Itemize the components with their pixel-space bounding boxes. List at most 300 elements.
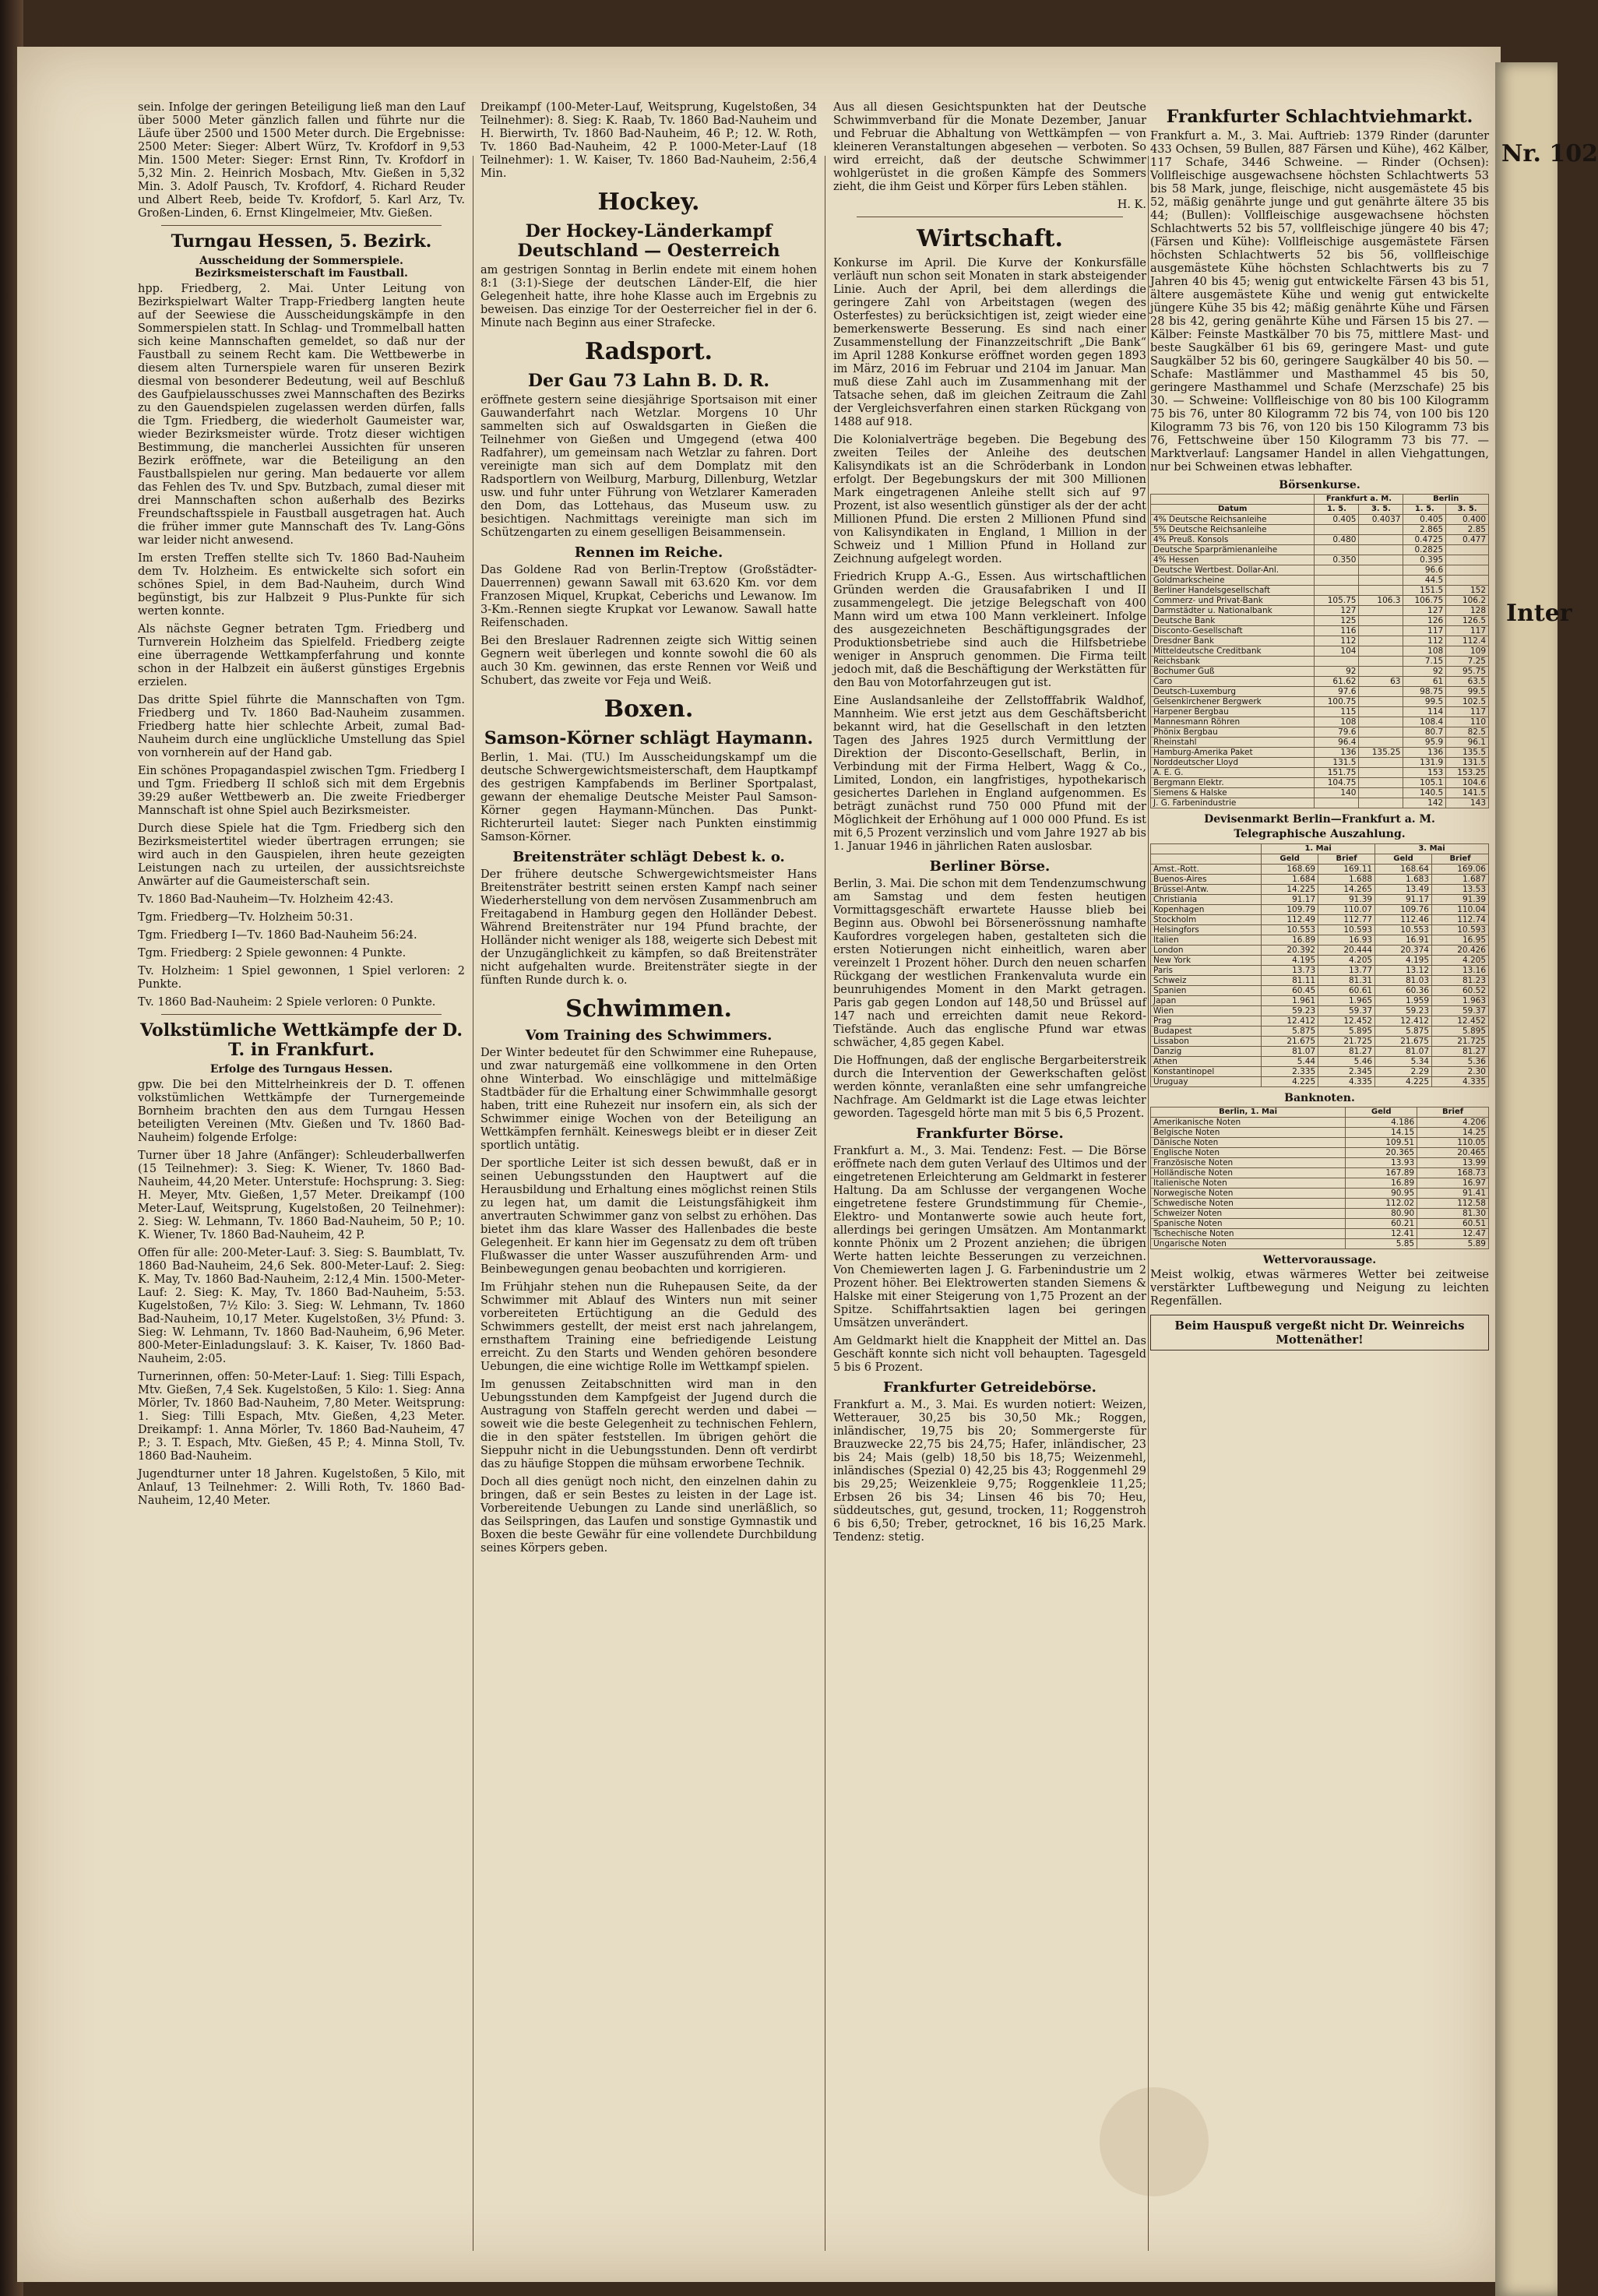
table-cell: Schweizer Noten — [1151, 1209, 1346, 1219]
table-cell: 125 — [1315, 616, 1359, 626]
stock-row — [1151, 717, 1489, 727]
table-cell — [1446, 555, 1489, 565]
paragraph: Frankfurt a. M., 3. Mai. Tendenz: Fest. — Die Börse eröffnete nach dem guten Verlauf des Ultimos und der eingetretenen Erleichterung am Geldmarkt in festerer Haltung. Da am Schlusse der vergangenen Woche eingetretene festere Grundstimmung für Chemie-, Elektro- und Montanwerte sowie auch heute fort, allerdings bei geringen Umsätzen. Am Montanmarkt konnte Phönix um 2 Prozent anziehen; die übrigen Werte hatten leichte Besserungen zu verzeichnen. Von Chemiewerten lagen J. G. Farbenindustrie um 2 Prozent höher. Bei Elektrowerten standen Siemens & Halske mit einer Steigerung von 1,75 Prozent an der Spitze. Schiffahrtsaktien lagen bei geringen Umsätzen unverändert. — [833, 1145, 1146, 1329]
table-cell — [1359, 626, 1403, 636]
paragraph: Bei den Breslauer Radrennen zeigte sich Wittig seinen Gegnern weit überlegen und konnte sowohl die 60 als auch 30 Km. gewinnen, das erste Rennen vor Weiß und Schubert, das zweite vor Feja und Weiß. — [480, 635, 817, 687]
table-cell: Dänische Noten — [1151, 1138, 1346, 1148]
table-cell: 5.44 — [1262, 1057, 1318, 1067]
table-header: Geld — [1346, 1108, 1417, 1118]
table-cell: 96.4 — [1315, 738, 1359, 748]
stock-row — [1151, 616, 1489, 626]
table-cell: 1.961 — [1262, 996, 1318, 1006]
table-cell: Deutsche Wertbest. Dollar-Anl. — [1151, 565, 1315, 576]
table-cell: 10.593 — [1318, 925, 1375, 935]
table-cell: 1.959 — [1375, 996, 1432, 1006]
table-cell: 5.89 — [1417, 1239, 1489, 1249]
table-cell: 98.75 — [1403, 687, 1446, 697]
table-cell: 109 — [1446, 646, 1489, 657]
currency-row — [1151, 966, 1489, 976]
table-cell: Kopenhagen — [1151, 905, 1262, 915]
table-cell: 14.225 — [1262, 885, 1318, 895]
paragraph: Berlin, 3. Mai. Die schon mit dem Tendenzumschwung am Samstag und dem festen heutigen Vormittagsgeschäft erwartete Hausse blieb bei Beginn aus. Obwohl bei Börsenerössnung namhafte Kaufordres vorgelegen haben, gestalteten sich die ersten Notierungen nicht einheitlich, waren aber vereinzelt 1 Prozent höher. Durch den neuen scharfen Rückgang der westlichen Frankenvaluta wurde ein beunruhigendes Moment in den Markt getragen. Paris gab gegen London auf 148,50 und Brüssel auf 147 nach und erreichten damit neue Rekord-Tiefstände. Auch das englische Pfund war etwas schwächer, 4,85 gegen Kabel. — [833, 878, 1146, 1049]
table-cell: 20.426 — [1432, 946, 1489, 956]
table-cell: 0.2825 — [1403, 545, 1446, 555]
table-cell: 109.51 — [1346, 1138, 1417, 1148]
paragraph: hpp. Friedberg, 2. Mai. Unter Leitung von Bezirkspielwart Walter Trapp-Friedberg langten heute auf der Seewiese die Ausscheidungskämpfe in den Sommerspielen statt. In Schlag- und Trommelball hatten sich keine Mannschaften gemeldet, so daß nur der Faustball zu seinem Recht kam. Die Wettbewerbe in diesem alten Turnerspiele waren für unseren Bezirk diesmal von besonderer Bedeutung, weil auf Beschluß des Gaufpielausschusses zwei Mannschaften des Bezirks zu den Gauendspielen zugelassen werden dürfen, falls die Tgm. Friedberg, die wiederholt Gaumeister war, wieder Bezirksmeister würde. Trotz dieser wichtigen Bestimmung, die mancherlei Aussichten für unseren Bezirk eröffnete, war die Beteiligung an den Faustballspielen nur gering. Man bedauerte vor allem das Fehlen des Tv. und Spv. Butzbach, zumal dieser mit drei Mannschaften schon außerhalb des Bezirks Freundschaftsspiele in Faustball ausgetragen hat. Auch die früher immer gute Mannschaft des Tv. Lang-Göns war leider nicht anwesend. — [138, 283, 465, 547]
table-cell: Athen — [1151, 1057, 1262, 1067]
table-cell: 109.79 — [1262, 905, 1318, 915]
table-cell: 112.02 — [1346, 1199, 1417, 1209]
paragraph: Der sportliche Leiter ist sich dessen bewußt, daß er in seinen Uebungsstunden den Hauptwert auf die Herausbildung und Erhaltung eines möglichst reinen Stils zu legen hat, um damit die Leistungsfähigkeit ihm anvertrauten Schwimmer ganz von selbst zu erhöhen. Das bietet ihm das klare Wasser des Hallenbades die beste Gelegenheit. Er kann hier im Gegensatz zu dem oft trüben Flußwasser die unter Wasser auszuführenden Arm- und Beinbewegungen genau beobachten und korrigieren. — [480, 1157, 817, 1276]
table-cell — [1359, 576, 1403, 586]
table-cell: 20.374 — [1375, 946, 1432, 956]
table-cell: 168.73 — [1417, 1168, 1489, 1178]
table-cell: Danzig — [1151, 1047, 1262, 1057]
currency-row — [1151, 875, 1489, 885]
table-cell: Ungarische Noten — [1151, 1239, 1346, 1249]
result-line: Tv. 1860 Bad-Nauheim—Tv. Holzheim 42:43. — [138, 893, 394, 906]
table-cell: 151.75 — [1315, 768, 1359, 778]
paragraph: Die Kolonialverträge begeben. Die Begebung des zweiten Teiles der Anleihe des deutschen Kalisyndikats ist an die Schröderbank in London erfolgt. Der Begebungskurs der mit 300 Millionen Mark eingetragenen Anleihe stellt sich auf 97 Prozent, ist also wesentlich günstiger als der der acht Millionen Pfund. Die ersten 2 Millionen Pfund sind von Kalisyndikaten in England, 1 Million in der Schweiz und 1 Million Pfund in Holland zur Zeichnung aufgelegt worden. — [833, 434, 1146, 565]
table-cell: 106.75 — [1403, 596, 1446, 606]
table-cell: 81.27 — [1318, 1047, 1375, 1057]
table-cell: Amerikanische Noten — [1151, 1118, 1346, 1128]
table-cell: 5.36 — [1432, 1057, 1489, 1067]
table-cell — [1359, 667, 1403, 677]
table-cell: Amst.-Rott. — [1151, 865, 1262, 875]
stock-row — [1151, 525, 1489, 535]
table-cell: Phönix Bergbau — [1151, 727, 1315, 738]
table-cell: 0.350 — [1315, 555, 1359, 565]
table-cell — [1359, 555, 1403, 565]
paragraph: eröffnete gestern seine diesjährige Sportsaison mit einer Gauwanderfahrt nach Wetzlar. Morgens 10 Uhr sammelten sich auf Oswaldsgarten in Gießen die Teilnehmer von Gießen und Umgegend (etwa 400 Radfahrer), um gemeinsam nach Wetzlar zu fahren. Dort vereinigte man sich auf dem Domplatz mit den Radsportlern von Weilburg, Marburg, Dillenburg, Wetzlar usw. und fuhr unter Führung von Wetzlarer Kameraden den Dom, das Lottehaus, das Museum usw. zu besichtigen. Nachmittags vereinigte man sich im Schützengarten zu einem geselligen Beisammensein. — [480, 394, 817, 539]
table-cell — [1359, 727, 1403, 738]
paragraph: Offen für alle: 200-Meter-Lauf: 3. Sieg: S. Baumblatt, Tv. 1860 Bad-Nauheim, 24,6 Sek. 800-Meter-Lauf: 2. Sieg: K. May, Tv. 1860 Bad-Nauheim, 2:12,4 Min. 1500-Meter-Lauf: 2. Sieg: K. May, Tv. 1860 Bad-Nauheim, 5:53. Kugelstoßen, 7½ Kilo: 3. Sieg: W. Lehmann, Tv. 1860 Bad-Nauheim, 10,17 Meter. Kugelstoßen, 3½ Pfund: 3. Sieg: W. Lehmann, Tv. 1860 Bad-Nauheim, 6,96 Meter. 800-Meter-Einladungslauf: 3. K. Kaiser, Tv. 1860 Bad-Nauheim, 2:05. — [138, 1247, 465, 1365]
table-cell: 4.225 — [1262, 1077, 1318, 1087]
table-cell: Dresdner Bank — [1151, 636, 1315, 646]
stock-row — [1151, 515, 1489, 525]
table-cell: Goldmarkscheine — [1151, 576, 1315, 586]
stock-row — [1151, 646, 1489, 657]
table-cell — [1359, 545, 1403, 555]
stock-row — [1151, 636, 1489, 646]
currency-row — [1151, 935, 1489, 946]
table-cell: 80.7 — [1403, 727, 1446, 738]
table-cell: 4.225 — [1375, 1077, 1432, 1087]
table-cell: Bochumer Guß — [1151, 667, 1315, 677]
table-cell: Darmstädter u. Nationalbank — [1151, 606, 1315, 616]
table-cell: 112 — [1315, 636, 1359, 646]
table-cell: 44.5 — [1403, 576, 1446, 586]
section-wirtschaft: Wirtschaft. — [917, 225, 1063, 252]
table-cell: 135.5 — [1446, 748, 1489, 758]
table-cell: Buenos-Aires — [1151, 875, 1262, 885]
table-cell — [1315, 545, 1359, 555]
table-cell: 14.15 — [1346, 1128, 1417, 1138]
table-cell — [1315, 657, 1359, 667]
stock-row — [1151, 758, 1489, 768]
banknote-row — [1151, 1188, 1489, 1199]
table-cell: 110.04 — [1432, 905, 1489, 915]
table-cell: Lissabon — [1151, 1037, 1262, 1047]
table-cell: 5.895 — [1432, 1027, 1489, 1037]
column-economy — [833, 101, 1146, 2251]
stock-row — [1151, 586, 1489, 596]
table-cell: 169.06 — [1432, 865, 1489, 875]
currency-table-body — [1151, 865, 1489, 1087]
headline-breitenstraeter: Breitensträter schlägt Debest k. o. — [512, 849, 785, 865]
table-cell: Englische Noten — [1151, 1148, 1346, 1158]
table-cell: 1.683 — [1375, 875, 1432, 885]
table-cell: 21.725 — [1432, 1037, 1489, 1047]
table-cell: 108 — [1403, 646, 1446, 657]
table-cell — [1359, 646, 1403, 657]
table-cell: 81.23 — [1432, 976, 1489, 986]
table-cell: 1.688 — [1318, 875, 1375, 885]
currency-row — [1151, 1016, 1489, 1027]
table-cell: 105.1 — [1403, 778, 1446, 788]
headline-wetter: Wettervoraussage. — [1262, 1254, 1377, 1266]
table-cell: 99.5 — [1403, 697, 1446, 707]
table-cell: 21.725 — [1318, 1037, 1375, 1047]
table-cell: 4.206 — [1417, 1118, 1489, 1128]
column-markets — [1150, 101, 1489, 2251]
banknote-row — [1151, 1219, 1489, 1229]
table-cell: 61.62 — [1315, 677, 1359, 687]
table-cell: Budapest — [1151, 1027, 1262, 1037]
table-cell: 127 — [1315, 606, 1359, 616]
currency-row — [1151, 1027, 1489, 1037]
table-cell — [1359, 636, 1403, 646]
table-cell — [1359, 697, 1403, 707]
table-header — [1151, 844, 1262, 854]
table-cell: 4.186 — [1346, 1118, 1417, 1128]
stock-row — [1151, 565, 1489, 576]
paragraph: gpw. Die bei den Mittelrheinkreis der D. T. offenen volkstümlichen Wettkämpfe der Turnergemeinde Bornheim brachten den aus dem Turngau Hessen beteiligten Vereinen (Mtv. Gießen und Tv. 1860 Bad-Nauheim) folgende Erfolge: — [138, 1079, 465, 1144]
currency-row — [1151, 885, 1489, 895]
paragraph: am gestrigen Sonntag in Berlin endete mit einem hohen 8:1 (3:1)-Siege der deutschen Länder-Elf, die hier Gelegenheit hatte, ihre hohe Klasse auch im Ergebnis zu beweisen. Das einzige Tor der Oesterreicher fiel in der 6. Minute nach Beginn aus einer Strafecke. — [480, 264, 817, 329]
stock-row — [1151, 687, 1489, 697]
banknote-row — [1151, 1209, 1489, 1219]
table-cell: Französische Noten — [1151, 1158, 1346, 1168]
table-cell: 5.46 — [1318, 1057, 1375, 1067]
table-cell: 13.12 — [1375, 966, 1432, 976]
stock-row — [1151, 697, 1489, 707]
stock-row — [1151, 555, 1489, 565]
table-header: Berlin, 1. Mai — [1151, 1108, 1346, 1118]
table-cell: Tschechische Noten — [1151, 1229, 1346, 1239]
paragraph: Jugendturner unter 18 Jahren. Kugelstoßen, 5 Kilo, mit Anlauf, 13 Teilnehmer: 2. Willi Roth, Tv. 1860 Bad-Nauheim, 12,40 Meter. — [138, 1468, 465, 1507]
table-cell: 169.11 — [1318, 865, 1375, 875]
table-cell: 12.412 — [1375, 1016, 1432, 1027]
table-header: Geld — [1375, 854, 1432, 865]
table-title-devisen: Devisenmarkt Berlin—Frankfurt a. M. — [1204, 813, 1435, 826]
paragraph: Im ersten Treffen stellte sich Tv. 1860 Bad-Nauheim dem Tv. Holzheim. Es entwickelte sich sofort ein schönes Spiel, in dem Bad-Nauheim, durch Wind begünstigt, bis zur Halbzeit 9 Plus-Punkte für sich werten konnte. — [138, 552, 465, 618]
table-cell — [1359, 586, 1403, 596]
currency-row — [1151, 1037, 1489, 1047]
currency-row — [1151, 996, 1489, 1006]
table-cell: Mannesmann Röhren — [1151, 717, 1315, 727]
banknote-row — [1151, 1148, 1489, 1158]
table-cell: 4% Preuß. Konsols — [1151, 535, 1315, 545]
paragraph: Frankfurt a. M., 3. Mai. Es wurden notiert: Weizen, Wetterauer, 30,25 bis 30,50 Mk.; Roggen, inländischer, 19,75 bis 20; Sommergerste für Brauzwecke 22,75 bis 24,75; Hafer, inländischer, 23 bis 24; Mais (gelb) 18,50 bis 18,75; Weizenmehl, inländisches (Spezial 0) 42,25 bis 43; Roggenmehl 29 bis 29,25; Weizenkleie 9,75; Roggenkleie 11,25; Erbsen 26 bis 34; Linsen 46 bis 70; Heu, süddeutsches, gut, gesund, trocken, 11; Roggenstroh 6 bis 6,50; Treber, getrocknet, 16 bis 16,25 Mark. Tendenz: stetig. — [833, 1399, 1146, 1544]
table-cell: 142 — [1403, 798, 1446, 808]
table-cell: 96.6 — [1403, 565, 1446, 576]
paragraph: Ein schönes Propagandaspiel zwischen Tgm. Friedberg I und Tgm. Friedberg II schloß sich mit dem Ergebnis 39:29 außer Wettbewerb an. Die zweite Friedberger Mannschaft ist ohne Spiel auch Bezirksmeister. — [138, 765, 465, 817]
table-cell: 12.452 — [1318, 1016, 1375, 1027]
table-cell: 110 — [1446, 717, 1489, 727]
table-cell: 151.5 — [1403, 586, 1446, 596]
currency-row — [1151, 895, 1489, 905]
stock-row — [1151, 606, 1489, 616]
headline-hockey: Der Hockey-Länderkampf Deutschland — Oesterreich — [517, 221, 780, 261]
stock-row — [1151, 657, 1489, 667]
table-cell: 12.412 — [1262, 1016, 1318, 1027]
paragraph: Konkurse im April. Die Kurve der Konkursfälle verläuft nun schon seit Monaten in stark absteigender Linie. Auch der April, bei dem allerdings die geringere Zahl von Arbeitstagen (wegen des Osterfestes) zu berücksichtigen ist, zeigt wieder eine bemerkenswerte Besserung. Es sind nach einer Zusammenstellung der Finanzzeitschrift „Die Bank“ im April 1288 Konkurse eröffnet worden gegen 1893 im März, 2016 im Februar und 2104 im Januar. Man muß diese Zahl auch im Zusammenhang mit der Tatsache sehen, daß im gleichen Zeitraum die Zahl der Vergleichsverfahren einen starken Rückgang von 1488 auf 918. — [833, 257, 1146, 428]
table-cell: A. E. G. — [1151, 768, 1315, 778]
table-cell: Deutsche Sparprämienanleihe — [1151, 545, 1315, 555]
table-cell: Reichsbank — [1151, 657, 1315, 667]
table-cell: 104 — [1315, 646, 1359, 657]
table-cell: 92 — [1403, 667, 1446, 677]
stock-row — [1151, 576, 1489, 586]
adjacent-headline: Inter — [1506, 600, 1572, 627]
table-cell: 143 — [1446, 798, 1489, 808]
currency-row — [1151, 946, 1489, 956]
paragraph: Eine Auslandsanleihe der Zellstofffabrik Waldhof, Mannheim. Wie erst jetzt aus dem Geschäftsbericht bekannt wird, hat die Gesellschaft in den letzten Tagen des Jahres 1925 durch Vermittlung der Direktion der Disconto-Gesellschaft, Berlin, in Verbindung mit der Firma Helbert, Wagg & Co., Limited, London, ein langfristiges, hypothekarisch gesichertes Darlehen in England aufgenommen. Es beträgt zunächst rund 750 000 Pfund mit der Möglichkeit der Erhöhung auf 1 000 000 Pfund. Es ist mit 6,5 Prozent verzinslich und vom Jahre 1927 ab bis 1. Januar 1946 in jährlichen Raten auslosbar. — [833, 695, 1146, 853]
headline-getreideboerse: Frankfurter Getreidebörse. — [883, 1379, 1096, 1396]
headline-turngau: Turngau Hessen, 5. Bezirk. — [171, 231, 432, 252]
table-cell: 4.205 — [1432, 956, 1489, 966]
table-cell — [1315, 525, 1359, 535]
table-cell: Schwedische Noten — [1151, 1199, 1346, 1209]
stock-row — [1151, 748, 1489, 758]
table-cell: London — [1151, 946, 1262, 956]
table-cell: 82.5 — [1446, 727, 1489, 738]
table-cell: 20.444 — [1318, 946, 1375, 956]
table-cell: 2.30 — [1432, 1067, 1489, 1077]
subheadline: Ausscheidung der Sommerspiele. Bezirksmeisterschaft im Faustball. — [195, 255, 408, 280]
table-cell: 140 — [1315, 788, 1359, 798]
table-cell: 99.5 — [1446, 687, 1489, 697]
table-cell: 16.89 — [1346, 1178, 1417, 1188]
table-cell: 81.30 — [1417, 1209, 1489, 1219]
table-cell: 16.95 — [1432, 935, 1489, 946]
table-cell: 21.675 — [1262, 1037, 1318, 1047]
table-header: 3. 5. — [1359, 505, 1403, 515]
currency-row — [1151, 1057, 1489, 1067]
table-cell: Belgische Noten — [1151, 1128, 1346, 1138]
stock-row — [1151, 798, 1489, 808]
table-cell: 112.49 — [1262, 915, 1318, 925]
table-cell: 20.465 — [1417, 1148, 1489, 1158]
table-cell — [1446, 565, 1489, 576]
table-cell: 126.5 — [1446, 616, 1489, 626]
table-cell: 81.07 — [1262, 1047, 1318, 1057]
table-header: 3. Mai — [1375, 844, 1489, 854]
table-cell: 0.395 — [1403, 555, 1446, 565]
table-cell: 91.39 — [1432, 895, 1489, 905]
result-line: Tgm. Friedberg: 2 Spiele gewonnen: 4 Punkte. — [138, 947, 407, 960]
currency-row — [1151, 956, 1489, 966]
stock-row — [1151, 778, 1489, 788]
table-cell: 168.64 — [1375, 865, 1432, 875]
table-cell: Siemens & Halske — [1151, 788, 1315, 798]
table-cell: Hamburg-Amerika Paket — [1151, 748, 1315, 758]
table-cell — [1359, 717, 1403, 727]
table-cell — [1359, 535, 1403, 545]
table-cell: 104.75 — [1315, 778, 1359, 788]
table-cell: J. G. Farbenindustrie — [1151, 798, 1315, 808]
paragraph: Im Frühjahr stehen nun die Ruhepausen Seite, da der Schwimmer mit Ablauf des Winters nun mit seiner vorbereiteten Ertüchtigung an die Geduld des Schwimmers gestellt, der meist erst nach jahrelangem, ernsthaftem Training eine befriedigende Leistung erreicht. Zu den Starts und Wenden gehören besondere Uebungen, die eine wichtige Rolle im Wettkampf spielen. — [480, 1281, 817, 1373]
table-cell: 1.684 — [1262, 875, 1318, 885]
result-line: Tv. Holzheim: 1 Spiel gewonnen, 1 Spiel verloren: 2 Punkte. — [138, 965, 465, 991]
paragraph: Der frühere deutsche Schwergewichtsmeister Hans Breitensträter bestritt seinen ersten Kampf nach seiner Wiederherstellung von dem nervösen Zusammenbruch am Freitagabend in Hamburg gegen den Holländer Debest. Während Breitensträter nur 194 Pfund brachte, der Holländer nicht weniger als 188, weigerte sich Debest mit der Unzugänglichkeit zu kämpfen, so daß Breitensträter nicht aufgehalten wurde. Breitensträter siegte in der fünften Runde durch k. o. — [480, 868, 817, 987]
table-cell: 60.61 — [1318, 986, 1375, 996]
table-cell: 13.77 — [1318, 966, 1375, 976]
table-cell: 167.89 — [1346, 1168, 1417, 1178]
table-cell: 136 — [1315, 748, 1359, 758]
table-cell: 102.5 — [1446, 697, 1489, 707]
table-cell: 59.37 — [1432, 1006, 1489, 1016]
table-cell: 13.16 — [1432, 966, 1489, 976]
table-cell: 60.45 — [1262, 986, 1318, 996]
table-cell: 127 — [1403, 606, 1446, 616]
table-cell — [1359, 798, 1403, 808]
headline-training: Vom Training des Schwimmers. — [525, 1027, 773, 1044]
currency-row — [1151, 925, 1489, 935]
table-cell: 135.25 — [1359, 748, 1403, 758]
table-cell: 92 — [1315, 667, 1359, 677]
table-cell: 59.37 — [1318, 1006, 1375, 1016]
table-cell: 112 — [1403, 636, 1446, 646]
stock-row — [1151, 788, 1489, 798]
table-cell — [1359, 565, 1403, 576]
table-cell — [1359, 768, 1403, 778]
stock-row — [1151, 738, 1489, 748]
table-cell: 20.392 — [1262, 946, 1318, 956]
table-cell: 4.195 — [1262, 956, 1318, 966]
table-cell: 81.03 — [1375, 976, 1432, 986]
table-cell: 2.345 — [1318, 1067, 1375, 1077]
banknote-table — [1150, 1107, 1489, 1249]
headline-rennen: Rennen im Reiche. — [574, 544, 723, 561]
table-cell: Holländische Noten — [1151, 1168, 1346, 1178]
table-cell: 13.73 — [1262, 966, 1318, 976]
table-cell — [1359, 657, 1403, 667]
paragraph: Friedrich Krupp A.-G., Essen. Aus wirtschaftlichen Gründen werden die Grausafabriken I und II zusammengelegt. Die jetzige Belegschaft von 400 Mann wird um etwa 100 Mann verkleinert. Infolge des ausgezeichneten Beschäftigungsgrades der Produktionsbetriebe sind auch die Hilfsbetriebe weniger in Anspruch genommen. Die Firma teilt jedoch mit, daß die Beschäftigung der Werkstätten für den Bau von Motorfahrzeugen gut ist. — [833, 571, 1146, 689]
section-hockey: Hockey. — [597, 188, 700, 216]
paragraph: Die Hoffnungen, daß der englische Bergarbeiterstreik durch die Intervention der Gewerkschaften gelöst werden könnte, veranlaßten eine sehr umfangreiche Nachfrage. Am Geldmarkt ist die Lage etwas leichter geworden. Tagesgeld hörte man mit 5 bis 6,5 Prozent. — [833, 1055, 1146, 1120]
table-cell — [1315, 586, 1359, 596]
table-cell: Schweiz — [1151, 976, 1262, 986]
table-cell: 4.335 — [1318, 1077, 1375, 1087]
table-cell: Commerz- und Privat-Bank — [1151, 596, 1315, 606]
table-cell: Konstantinopel — [1151, 1067, 1262, 1077]
paragraph: Aus all diesen Gesichtspunkten hat der Deutsche Schwimmverband für die Monate Dezember, Januar und Februar die Abhaltung von Wettkämpfen — von kleineren Veranstaltungen abgesehen — verboten. So wird erreicht, daß der deutsche Schwimmer wohlgerüstet in die großen Kämpfe des Sommers zieht, die ihm Geist und Körper fürs Leben stählen. — [833, 101, 1146, 193]
table-cell: Italienische Noten — [1151, 1178, 1346, 1188]
paragraph: Doch all dies genügt noch nicht, den einzelnen dahin zu bringen, daß er sein Bestes zu leisten in der Lage ist. Vorbereitende Uebungen zu Lande sind unerläßlich, so das Seilspringen, das Laufen und sonstige Gymnastik und Boxen die beste Gewähr für eine vollendete Durchbildung seines Körpers geben. — [480, 1476, 817, 1555]
paragraph: sein. Infolge der geringen Beteiligung ließ man den Lauf über 5000 Meter gänzlich fallen und führte nur die Läufe über 2500 und 1500 Meter durch. Die Ergebnisse: 2500 Meter: Sieger: Albert Würz, Tv. Krofdorf in 9,53 Min. 1500 Meter: Sieger: Ernst Rinn, Tv. Krofdorf in 5,32 Min. 2. Heinrich Mosbach, Mtv. Gießen in 5,32 Min. 3. Adolf Pausch, Tv. Krofdorf, 4. Richard Reuder und Albert Reeb, beide Tv. Krofdorf, 5. Karl Arz, Tv. Großen-Linden, 6. Ernst Klingelmeier, Mtv. Gießen. — [138, 101, 465, 220]
table-cell: Deutsche Bank — [1151, 616, 1315, 626]
table-header — [1151, 854, 1262, 865]
table-header: 1. 5. — [1403, 505, 1446, 515]
table-cell: 4.335 — [1432, 1077, 1489, 1087]
table-cell: 4% Deutsche Reichsanleihe — [1151, 515, 1315, 525]
table-cell: Spanien — [1151, 986, 1262, 996]
section-schwimmen: Schwimmen. — [565, 995, 732, 1023]
table-cell: 81.07 — [1375, 1047, 1432, 1057]
table-cell: 131.5 — [1315, 758, 1359, 768]
subheadline: Erfolge des Turngaus Hessen. — [209, 1063, 393, 1076]
newspaper-page — [17, 47, 1501, 2282]
table-cell: 5.875 — [1262, 1027, 1318, 1037]
table-cell: 0.4725 — [1403, 535, 1446, 545]
section-radsport: Radsport. — [584, 338, 713, 365]
table-cell: 81.31 — [1318, 976, 1375, 986]
table-cell: 0.480 — [1315, 535, 1359, 545]
table-cell: 100.75 — [1315, 697, 1359, 707]
result-line: Tgm. Friedberg I—Tv. 1860 Bad-Nauheim 56:24. — [138, 929, 417, 942]
table-cell: 104.6 — [1446, 778, 1489, 788]
table-cell: 168.69 — [1262, 865, 1318, 875]
table-cell: 110.05 — [1417, 1138, 1489, 1148]
table-cell: Prag — [1151, 1016, 1262, 1027]
stock-row — [1151, 677, 1489, 687]
currency-row — [1151, 1047, 1489, 1057]
table-cell: 5.34 — [1375, 1057, 1432, 1067]
table-header: Brief — [1318, 854, 1375, 865]
table-cell: 91.39 — [1318, 895, 1375, 905]
stock-row — [1151, 768, 1489, 778]
table-cell: 131.9 — [1403, 758, 1446, 768]
table-cell: 110.07 — [1318, 905, 1375, 915]
table-cell: 91.41 — [1417, 1188, 1489, 1199]
table-cell: Uruguay — [1151, 1077, 1262, 1087]
paper-stain — [1100, 2087, 1209, 2196]
divider — [161, 1014, 442, 1015]
table-cell: Mitteldeutsche Creditbank — [1151, 646, 1315, 657]
table-header: Berlin — [1403, 495, 1489, 505]
paragraph: Frankfurt a. M., 3. Mai. Auftrieb: 1379 Rinder (darunter 433 Ochsen, 59 Bullen, 887 Färsen und Kühe), 462 Kälber, 117 Schafe, 3446 Schweine. — Rinder (Ochsen): Vollfleischige ausgewachsene höchsten Schlachtwerts 53 bis 58 Mark, junge, fleischige, nicht ausgemästete 45 bis 52, mäßig genährte junge und gut genährte ältere 35 bis 44; (Bullen): Vollfleischige ausgewachsene höchsten Schlachtwerts 52 bis 57, vollfleischige jüngere 40 bis 47; (Färsen und Kühe): Vollfleischige ausgemästete Färsen höchsten Schlachtwerts 52 bis 56, vollfleischige ausgemästete Kühe höchsten Schlachtwerts bis zu 7 Jahren 40 bis 45; wenig gut entwickelte Färsen 43 bis 51, ältere ausgemästete Kühe und wenig gut entwickelte jüngere Kühe 35 bis 42; mäßig genährte Kühe und Färsen 28 bis 42, gering genährte Kühe und Färsen 15 bis 27. — Kälber: Feinste Mastkälber 70 bis 75, mittlere Mast- und beste Saugkälber 61 bis 69, geringere Mast- und gute Saugkälber 52 bis 60, geringere Saugkälber 40 bis 50. — Schafe: Mastlämmer und Masthammel 45 bis 50, geringere Masthammel und Schafe (Merzschafe) 25 bis 30. — Schweine: Vollfleischige von 80 bis 100 Kilogramm 75 bis 76, unter 80 Kilogramm 72 bis 74, von 100 bis 120 Kilogramm 73 bis 76, von 120 bis 150 Kilogramm 73 bis 76, Fettschweine über 150 Kilogramm 73 bis 77. — Marktverlauf: Langsamer Handel in allen Viehgattungen, nur bei Schweinen etwas lebhafter. — [1150, 130, 1489, 474]
paragraph: Das Goldene Rad von Berlin-Treptow (Großstädter-Dauerrennen) gewann Sawall mit 63.620 Km. vor dem Franzosen Miquel, Krupkat, Ceberichs und Lewanow. Im 3-Km.-Rennen siegte Krupkat vor Lewanow. Sawall hatte Reifenschaden. — [480, 564, 817, 629]
currency-row — [1151, 1006, 1489, 1016]
table-cell: Disconto-Gesellschaft — [1151, 626, 1315, 636]
currency-row — [1151, 1077, 1489, 1087]
table-cell: 12.452 — [1432, 1016, 1489, 1027]
headline-samson: Samson-Körner schlägt Haymann. — [484, 728, 814, 748]
table-cell: 108 — [1315, 717, 1359, 727]
table-cell: 14.265 — [1318, 885, 1375, 895]
table-cell: Italien — [1151, 935, 1262, 946]
currency-row — [1151, 905, 1489, 915]
table-cell: 16.91 — [1375, 935, 1432, 946]
table-cell: 112.74 — [1432, 915, 1489, 925]
table-cell: 10.553 — [1375, 925, 1432, 935]
table-cell: 59.23 — [1375, 1006, 1432, 1016]
table-cell: 95.9 — [1403, 738, 1446, 748]
table-cell: Deutsch-Luxemburg — [1151, 687, 1315, 697]
result-line: Tv. 1860 Bad-Nauheim: 2 Spiele verloren: 0 Punkte. — [138, 996, 436, 1009]
banknote-row — [1151, 1239, 1489, 1249]
advertisement: Beim Hauspuß vergeßt nicht Dr. Weinreichs Mottenäther! — [1150, 1315, 1489, 1350]
table-cell: 13.49 — [1375, 885, 1432, 895]
table-cell: 4.205 — [1318, 956, 1375, 966]
table-cell: Brüssel-Antw. — [1151, 885, 1262, 895]
table-cell: 116 — [1315, 626, 1359, 636]
headline-frankfurter-boerse: Frankfurter Börse. — [916, 1125, 1064, 1142]
currency-row — [1151, 986, 1489, 996]
